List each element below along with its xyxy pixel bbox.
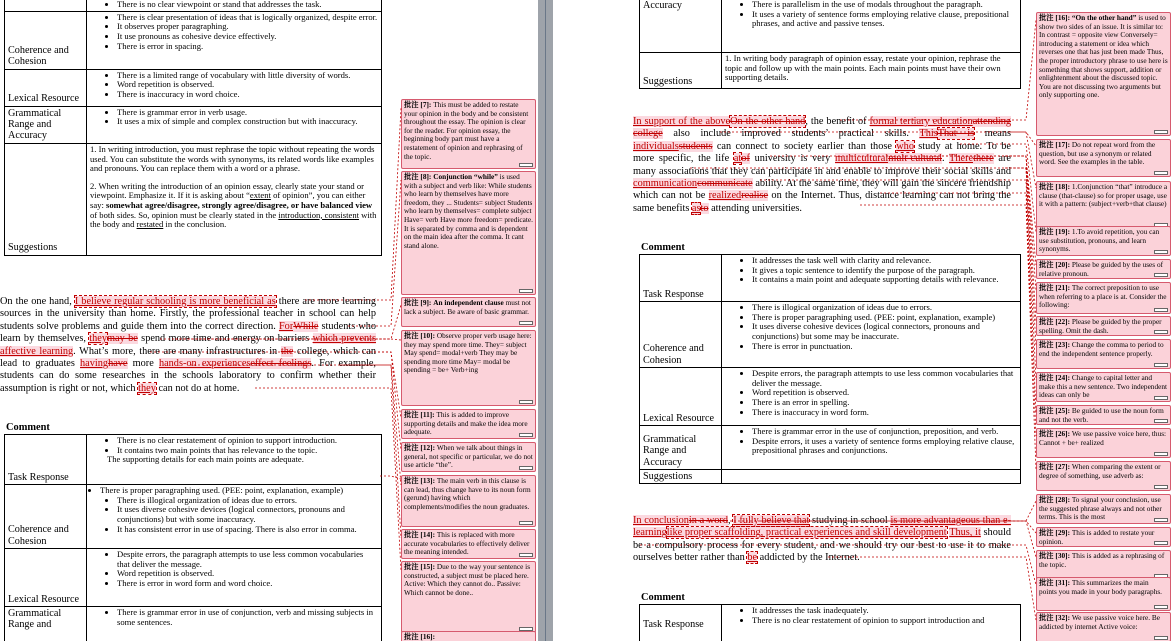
- comment-expand-icon[interactable]: [519, 433, 533, 437]
- rubric-bullet: • There is no clear restatement of opinion to support introduction and: [752, 616, 1017, 626]
- tracked-insertion[interactable]: as: [691, 202, 701, 214]
- comment-text: This is added to restate your opinion.: [1039, 528, 1155, 546]
- comment-text: is used with a subject and verb like: While students who learn by themselves have more freedom, they ... Students= subject Students who learn by themselves= complete subject Have= verb Have more freedom= predicate. It is separated by comma and is dependent on the main idea after the comma. It cant stand alone.: [404, 172, 533, 250]
- comment-text: To signal your conclusion, use the suggested phrase always and not other terms. This is the most: [1039, 495, 1162, 522]
- table-row: [640, 426, 1021, 470]
- comment-text: We use passive voice here, thus: Cannot + be+ realized: [1039, 429, 1167, 447]
- tracked-deletion[interactable]: there: [973, 153, 994, 165]
- comment-expand-icon[interactable]: [1154, 485, 1168, 489]
- comment-tag: 批注 [32]:: [1039, 613, 1072, 622]
- rubric-table-bottom-left: [4, 434, 382, 641]
- rubric-bullet: • There is parallelism in the use of modals throughout the paragraph.: [752, 0, 1017, 10]
- comment-text: The main verb in this clause is can lead, thus change have to its noun form (gerund) having which complements/modifies the noun graduates.: [404, 476, 531, 511]
- criterion-label: Task Response: [5, 435, 87, 485]
- comment-text: Do not repeat word from the question, but use a synonym or related word. See the examples in the table.: [1039, 140, 1156, 167]
- comment-balloon[interactable]: [401, 171, 536, 295]
- comment-expand-icon[interactable]: [519, 321, 533, 325]
- table-row: [5, 485, 382, 549]
- comment-balloon[interactable]: [1036, 428, 1171, 458]
- rubric-bullet: • It uses diverse cohesive devices (logical connectors, pronouns and conjunctions) but some may be inaccurate.: [752, 322, 1017, 341]
- comment-expand-icon[interactable]: [1154, 636, 1168, 640]
- tracked-deletion[interactable]: have: [108, 358, 128, 370]
- rubric-bullet: • There is an error in spelling.: [752, 398, 1017, 408]
- comment-expand-icon[interactable]: [1154, 250, 1168, 254]
- criterion-label: Suggestions: [640, 470, 722, 484]
- table-row: [5, 106, 382, 143]
- rubric-bullet: • It uses a variety of sentence forms employing relative clause, prepositional phrases, and active and passive tenses.: [752, 10, 1017, 29]
- rubric-table-bottom-right: [639, 604, 1021, 641]
- comment-expand-icon[interactable]: [1154, 419, 1168, 423]
- comment-tag: 批注 [10]:: [404, 331, 437, 340]
- comment-text: Please be guided by the uses of relative pronoun.: [1039, 260, 1164, 278]
- comment-balloon[interactable]: [1036, 282, 1171, 314]
- rubric-bullet: • There is clear presentation of ideas that is logically organized, despite error.: [117, 13, 378, 23]
- comment-expand-icon[interactable]: [1154, 130, 1168, 134]
- comment-heading: Comment: [641, 592, 685, 603]
- essay-conclusion-paragraph[interactable]: In conclusionin a word, I fully believe that studying in school is more advantageous than e-learninglike proper scaffolding, practical experiences and skill development Thus, it should be a compulsory process for every student, and we should try our best to use it to make ourselves better rather than be addicted by the Internet.: [633, 515, 1012, 564]
- comment-text: Be guided to use the noun form and not the verb.: [1039, 406, 1164, 424]
- comment-text: 1.Conjunction “that” introduce a clause (that-clause) so for proper usage, use it with a pattern: (subject+verb+that clause): [1039, 182, 1168, 209]
- rubric-bullet: • It contains two main points that has relevance to the topic.: [117, 446, 378, 456]
- rubric-bullet: • It addresses the task inadequately.: [752, 606, 1017, 616]
- comment-text: 1.To avoid repetition, you can use substitution, pronouns, and learn synonyms.: [1039, 227, 1160, 254]
- comment-heading: Comment: [641, 242, 685, 253]
- tracked-insertion[interactable]: For: [278, 320, 294, 332]
- comment-text: is used to show two sides of an issue. It is similar to: In contrast = opposite view Conversely= introducing a statement or idea which reverses one that has just been made Thus, the proper introductory phrase to use here is something that shows support, addition or enlightenment about the discussed topic. You are not discussing two arguments but only supporting one.: [1039, 13, 1168, 100]
- comment-balloon[interactable]: [401, 442, 536, 472]
- comment-text: Observe proper verb usage here: they may spend more time. They= subject May spend= modal+verb They may be spending more time May= modal be spending = be+ Verb+ing: [404, 331, 532, 375]
- tracked-insertion[interactable]: individuals: [633, 140, 679, 152]
- rubric-bullet: • It uses diverse cohesive devices (logical connectors, pronouns and conjunctions) but with some inaccuracy.: [117, 505, 378, 524]
- criterion-label: Grammatical Range and Accuracy: [5, 106, 87, 143]
- tracked-insertion[interactable]: like proper scaffolding, practical experiences and skill development: [666, 527, 947, 539]
- criterion-label: Task Response: [640, 255, 722, 302]
- comment-balloon[interactable]: [1036, 259, 1171, 279]
- comment-text: This summarizes the main points you made in your body paragraphs.: [1039, 578, 1163, 596]
- page-gutter: [538, 0, 553, 641]
- comment-text: This is added as a rephrasing of the topic.: [1039, 551, 1165, 569]
- comment-tag: 批注 [23]:: [1039, 340, 1072, 349]
- comment-balloon[interactable]: [401, 409, 536, 439]
- table-row: [5, 607, 382, 641]
- tracked-deletion[interactable]: communicate: [697, 178, 753, 190]
- tracked-insertion[interactable]: I believe regular schooling is more beneficial as: [74, 296, 276, 307]
- table-row: [640, 0, 1021, 53]
- criterion-label: Task Response: [640, 605, 722, 641]
- tracked-insertion[interactable]: In conclusion: [633, 515, 689, 526]
- table-row: [640, 53, 1021, 89]
- tracked-insertion[interactable]: This: [919, 128, 938, 140]
- table-row: [5, 143, 382, 255]
- rubric-note: The supporting details for each main points are adequate.: [107, 454, 304, 465]
- comment-tag: 批注 [28]:: [1039, 495, 1072, 504]
- criterion-label: Accuracy: [640, 0, 722, 53]
- tracked-deletion[interactable]: attending college: [633, 116, 1012, 140]
- rubric-bullet: • It gives a topic sentence to identify the purpose of the paragraph.: [752, 266, 1017, 276]
- tracked-deletion[interactable]: That is: [937, 128, 975, 140]
- suggestion-text: 2. When writing the introduction of an opinion essay, clearly state your stand or viewpoint. Emphasize it. If it is asking about “extent of opinion”, you can either say: somewhat agree/disagree, strongly agree/disagree, or have balanced view of both sides. So, opinion must be clearly stated in the introduction, consistent with the body and restated in the conclusion.: [90, 180, 377, 230]
- comment-expand-icon[interactable]: [1154, 518, 1168, 522]
- comment-tag: 批注 [8]:: [404, 172, 434, 181]
- tracked-insertion[interactable]: communication: [633, 178, 698, 190]
- comment-text: When we talk about things in general, not specific or particular, we do not use article “the”.: [404, 443, 533, 470]
- rubric-bullet: • Despite errors, the paragraph attempts to use less common vocabularies that deliver the message.: [117, 550, 378, 569]
- comment-balloon[interactable]: [401, 99, 536, 169]
- rubric-table-top-left: [4, 0, 382, 256]
- table-row: [5, 11, 382, 69]
- tracked-deletion[interactable]: mult-cultural: [888, 153, 942, 165]
- rubric-bullet: • There is inaccuracy in word form.: [752, 408, 1017, 418]
- table-row: [5, 549, 382, 607]
- table-row: [5, 0, 382, 11]
- criterion-label: Coherence and Cohesion: [5, 11, 87, 69]
- table-row: [5, 435, 382, 485]
- comment-tag: 批注 [29]:: [1039, 528, 1072, 537]
- comment-tag: 批注 [27]:: [1039, 462, 1072, 471]
- comment-text: This is added to improve supporting details and make the idea more adequate.: [404, 410, 528, 437]
- comment-tag: 批注 [18]:: [1039, 182, 1072, 191]
- tracked-insertion[interactable]: Thus, it: [949, 527, 981, 539]
- tracked-insertion[interactable]: at: [733, 153, 742, 165]
- comment-tag: 批注 [16]:: [404, 632, 436, 641]
- rubric-bullet: • There is proper paragraphing used. (PEE: point, explanation, example): [752, 313, 1017, 323]
- rubric-bullet: • There is error in word form and word choice.: [117, 579, 378, 589]
- tracked-insertion[interactable]: which prevents affective learning: [0, 333, 376, 357]
- tracked-insertion[interactable]: In support of the above: [633, 116, 731, 127]
- comment-tag: 批注 [26]:: [1039, 429, 1072, 438]
- tracked-insertion[interactable]: I fully believe that: [733, 515, 810, 526]
- comment-expand-icon[interactable]: [519, 521, 533, 525]
- comment-balloon[interactable]: [401, 330, 536, 406]
- comment-emphasis: “On the other hand”: [1071, 13, 1137, 22]
- rubric-bullet: • There is illogical organization of ideas due to errors.: [752, 303, 1017, 313]
- rubric-bullet: • There is grammar error in use of conjunction, verb and missing subjects in some sentences.: [117, 608, 378, 627]
- rubric-bullet: • There is a limited range of vocabulary with little diversity of words.: [117, 71, 378, 81]
- comment-balloon[interactable]: [401, 529, 536, 559]
- comment-tag: 批注 [19]:: [1039, 227, 1072, 236]
- comment-balloon[interactable]: [1036, 577, 1171, 611]
- comment-emphasis: Conjunction “while”: [433, 172, 498, 181]
- rubric-bullet: • Despite errors, the paragraph attempts to use less common vocabularies that deliver the message.: [752, 369, 1017, 388]
- comment-tag: 批注 [16]:: [1039, 13, 1072, 22]
- rubric-bullet: • There is error in spacing.: [117, 42, 378, 52]
- tracked-insertion[interactable]: they: [138, 382, 156, 394]
- comment-balloon[interactable]: [401, 297, 536, 327]
- rubric-bullet: • There is grammar error in the use of conjunction, preposition, and verb.: [752, 427, 1017, 437]
- rubric-bullet: • It use pronouns as cohesive device effectively.: [117, 32, 378, 42]
- tracked-insertion[interactable]: formal tertiary education: [869, 116, 973, 127]
- rubric-bullet: • Word repetition is observed.: [752, 388, 1017, 398]
- table-row: [5, 69, 382, 106]
- criterion-label: Grammatical Range and Accuracy: [640, 426, 722, 470]
- comment-balloon[interactable]: [1036, 139, 1171, 177]
- tracked-insertion[interactable]: they: [89, 333, 108, 345]
- tracked-insertion[interactable]: multicultural: [835, 153, 889, 165]
- comment-text: Due to the way your sentence is constructed, a subject must be placed here. Active: Which they cannot do.. Passive: Which cannot be done..: [404, 562, 531, 597]
- comment-tag: 批注 [20]:: [1039, 260, 1072, 269]
- rubric-bullet: • It uses a mix of simple and complex construction but with inaccuracy.: [117, 117, 378, 127]
- table-row: [640, 470, 1021, 484]
- rubric-table-top-right: [639, 0, 1021, 89]
- comment-tag: 批注 [31]:: [1039, 578, 1072, 587]
- tracked-insertion[interactable]: hands-on experiences: [158, 358, 251, 370]
- comment-expand-icon[interactable]: [1154, 273, 1168, 277]
- tracked-deletion[interactable]: of: [741, 153, 750, 165]
- criterion-label: Grammatical Range and: [5, 607, 87, 641]
- comment-tag: 批注 [14]:: [404, 530, 437, 539]
- comment-expand-icon[interactable]: [519, 163, 533, 167]
- comment-expand-icon[interactable]: [1154, 363, 1168, 367]
- comment-text: The correct preposition to use when referring to a place is at. Consider the following:: [1039, 283, 1167, 310]
- tracked-deletion[interactable]: in a word: [688, 515, 728, 526]
- criterion-label: Lexical Resource: [640, 368, 722, 426]
- comment-text: We use passive voice here. Be addicted by internet Active voice:: [1039, 613, 1161, 631]
- comment-text: When comparing the extent or degree of something, use adverb as:: [1039, 462, 1161, 480]
- comment-balloon[interactable]: [1036, 494, 1171, 524]
- comment-text: This must be added to restate your opinion in the body and be consistent throughout the essay. The opinion is clear for the reader. For opinion essay, the beginning body part must have a restatement of opinion and rephrasing of the topic.: [404, 100, 529, 161]
- comment-expand-icon[interactable]: [519, 289, 533, 293]
- essay-body-paragraph[interactable]: In support of the aboveOn the other hand, the benefit of formal tertiary educationattending college also include improved students’ practical skills. ThisThat is means individualsstudents can connect to society earlier than those who study at home. To be more specific, the life atof university is very multiculturalmult-cultural. Therethere are many associations that they can participate in and enable to improve their social skills and communicationcommunicate ability. At the same time, they will gain the sincere friendship which can not be realizedrealise on the Internet. Thus, distance learning can not bring the same benefits asto attending universities.: [633, 116, 1012, 214]
- document-page-left: [0, 0, 538, 641]
- comment-balloon[interactable]: [1036, 527, 1171, 547]
- tracked-insertion[interactable]: having: [80, 358, 109, 370]
- rubric-bullet: • There is error in punctuation.: [752, 342, 1017, 352]
- comment-tag: 批注 [25]:: [1039, 406, 1072, 415]
- comment-tag: 批注 [9]:: [404, 298, 434, 307]
- comment-text: This is replaced with more accurate vocabularies to effectively deliver the meaning intended.: [404, 530, 530, 557]
- criterion-label: Coherence and Cohesion: [5, 485, 87, 549]
- tracked-insertion[interactable]: There: [949, 153, 974, 165]
- comment-balloon[interactable]: [1036, 612, 1171, 641]
- comment-balloon[interactable]: [1036, 339, 1171, 369]
- rubric-bullet: • Word repetition is observed.: [117, 569, 378, 579]
- rubric-bullet: • Despite errors, it uses a variety of sentence forms employing relative clause, prepositional phrases and conjunctions.: [752, 437, 1017, 456]
- comment-balloon[interactable]: [1036, 12, 1171, 136]
- comment-expand-icon[interactable]: [1154, 452, 1168, 456]
- comment-balloon[interactable]: [1036, 226, 1171, 256]
- tracked-insertion[interactable]: who: [896, 140, 914, 152]
- comment-expand-icon[interactable]: [1154, 330, 1168, 334]
- rubric-bullet: • There is no clear viewpoint or stand that addresses the task.: [117, 0, 378, 10]
- comment-tag: 批注 [13]:: [404, 476, 437, 485]
- criterion-label: Suggestions: [5, 143, 87, 255]
- comment-text: Change to capital letter and make this a new sentence. Two independent ideas can only be: [1039, 373, 1168, 400]
- criterion-label: Lexical Resource: [5, 549, 87, 607]
- table-row: [640, 255, 1021, 302]
- comment-balloon[interactable]: [401, 631, 536, 641]
- criterion-label: Suggestions: [640, 53, 722, 89]
- comment-expand-icon[interactable]: [1154, 308, 1168, 312]
- comment-balloon[interactable]: [1036, 461, 1171, 491]
- criterion-label: Coherence and Cohesion: [640, 302, 722, 368]
- comment-tag: 批注 [12]:: [404, 443, 437, 452]
- suggestion-text: 1. In writing body paragraph of opinion essay, restate your opinion, rephrase the topic and follow up with the main points. Each main points must have their own supporting details.: [722, 53, 1021, 89]
- comment-expand-icon[interactable]: [519, 400, 533, 404]
- comment-heading: Comment: [6, 422, 50, 433]
- table-row: [640, 368, 1021, 426]
- comment-balloon[interactable]: [1036, 405, 1171, 425]
- comment-balloon[interactable]: [1036, 316, 1171, 336]
- comment-expand-icon[interactable]: [1154, 171, 1168, 175]
- comment-tag: 批注 [22]:: [1039, 317, 1072, 326]
- rubric-bullet: • There is inaccuracy in word choice.: [117, 90, 378, 100]
- tracked-insertion[interactable]: is more advantageous than e-learning: [633, 515, 1011, 539]
- comment-balloon[interactable]: [1036, 372, 1171, 402]
- tracked-insertion[interactable]: realized: [708, 190, 742, 202]
- table-row: [640, 605, 1021, 641]
- comment-expand-icon[interactable]: [1154, 605, 1168, 609]
- rubric-bullet: • There is no clear restatement of opinion to support introduction.: [117, 436, 378, 446]
- comment-expand-icon[interactable]: [1154, 541, 1168, 545]
- comment-expand-icon[interactable]: [519, 466, 533, 470]
- comment-tag: 批注 [15]:: [404, 562, 437, 571]
- comment-text: Please be guided by the proper spelling. Omit the dash.: [1039, 317, 1162, 335]
- essay-body-paragraph[interactable]: On the one hand, I believe regular schooling is more beneficial as there are more learning sources in the university than home. Firstly, the professional teacher in school can help students solve problems and guide them into the correct direction. ForWhile students who learn by themselves, theymay be spend more time and energy on barriers which prevents affective learning. What’s more, there are many infrastructures in the college, which can lead to graduates havinghave more hands-on experienceseffect feelings. For example, students can do some researches in the schools laboratory to confirm whether their assumption is right or not, which they can not do at home.: [0, 296, 377, 394]
- comment-balloon[interactable]: [401, 475, 536, 527]
- suggestion-text: 1. In writing introduction, you must rephrase the topic without repeating the words used. You can substitute the words with synonyms, its related words like examples and pronouns. You can replace them with a word or a phrase.: [90, 143, 375, 174]
- comment-tag: 批注 [17]:: [1039, 140, 1072, 149]
- tracked-deletion[interactable]: may be: [107, 333, 138, 345]
- comment-emphasis: An independent clause: [433, 298, 504, 307]
- rubric-bullet: • There is grammar error in verb usage.: [117, 108, 378, 118]
- table-row: [640, 302, 1021, 368]
- comment-balloon[interactable]: [1036, 181, 1171, 229]
- rubric-bullet: • There is proper paragraphing used. (PEE: point, explanation, example): [100, 486, 378, 496]
- comment-expand-icon[interactable]: [1154, 396, 1168, 400]
- comment-balloon[interactable]: [1036, 550, 1171, 580]
- rubric-bullet: • It has consistent error in use of spacing. There is also error in comma.: [117, 525, 378, 535]
- tracked-deletion[interactable]: effect feelings: [250, 358, 312, 370]
- comment-tag: 批注 [11]:: [404, 410, 437, 419]
- comment-tag: 批注 [30]:: [1039, 551, 1072, 560]
- tracked-deletion[interactable]: On the other hand: [730, 116, 806, 127]
- comment-text: Change the comma to period to end the independent sentence properly.: [1039, 340, 1164, 358]
- rubric-bullet: • There is illogical organization of ideas due to errors.: [117, 496, 378, 506]
- rubric-bullet: • It addresses the task well with clarity and relevance.: [752, 256, 1017, 266]
- criterion-label: Lexical Resource: [5, 69, 87, 106]
- rubric-bullet: • It contains a main point and adequate supporting details with relevance.: [752, 275, 1017, 285]
- tracked-deletion[interactable]: the: [280, 345, 294, 357]
- tracked-insertion[interactable]: be: [747, 552, 758, 564]
- comment-expand-icon[interactable]: [519, 553, 533, 557]
- tracked-deletion[interactable]: students: [678, 140, 713, 152]
- rubric-table-mid-right: [639, 254, 1021, 484]
- rubric-bullet: • It observes proper paragraphing.: [117, 22, 378, 32]
- comment-tag: 批注 [24]:: [1039, 373, 1072, 382]
- comment-tag: 批注 [21]:: [1039, 283, 1072, 292]
- rubric-bullet: • Word repetition is observed.: [117, 80, 378, 90]
- comment-tag: 批注 [7]:: [404, 100, 434, 109]
- comment-text: must not lack a subject. Be aware of basic grammar.: [404, 298, 531, 316]
- tracked-deletion[interactable]: While: [293, 320, 319, 332]
- comment-balloon[interactable]: [401, 561, 536, 633]
- tracked-deletion[interactable]: realise: [741, 190, 769, 202]
- tracked-deletion[interactable]: to: [700, 202, 709, 214]
